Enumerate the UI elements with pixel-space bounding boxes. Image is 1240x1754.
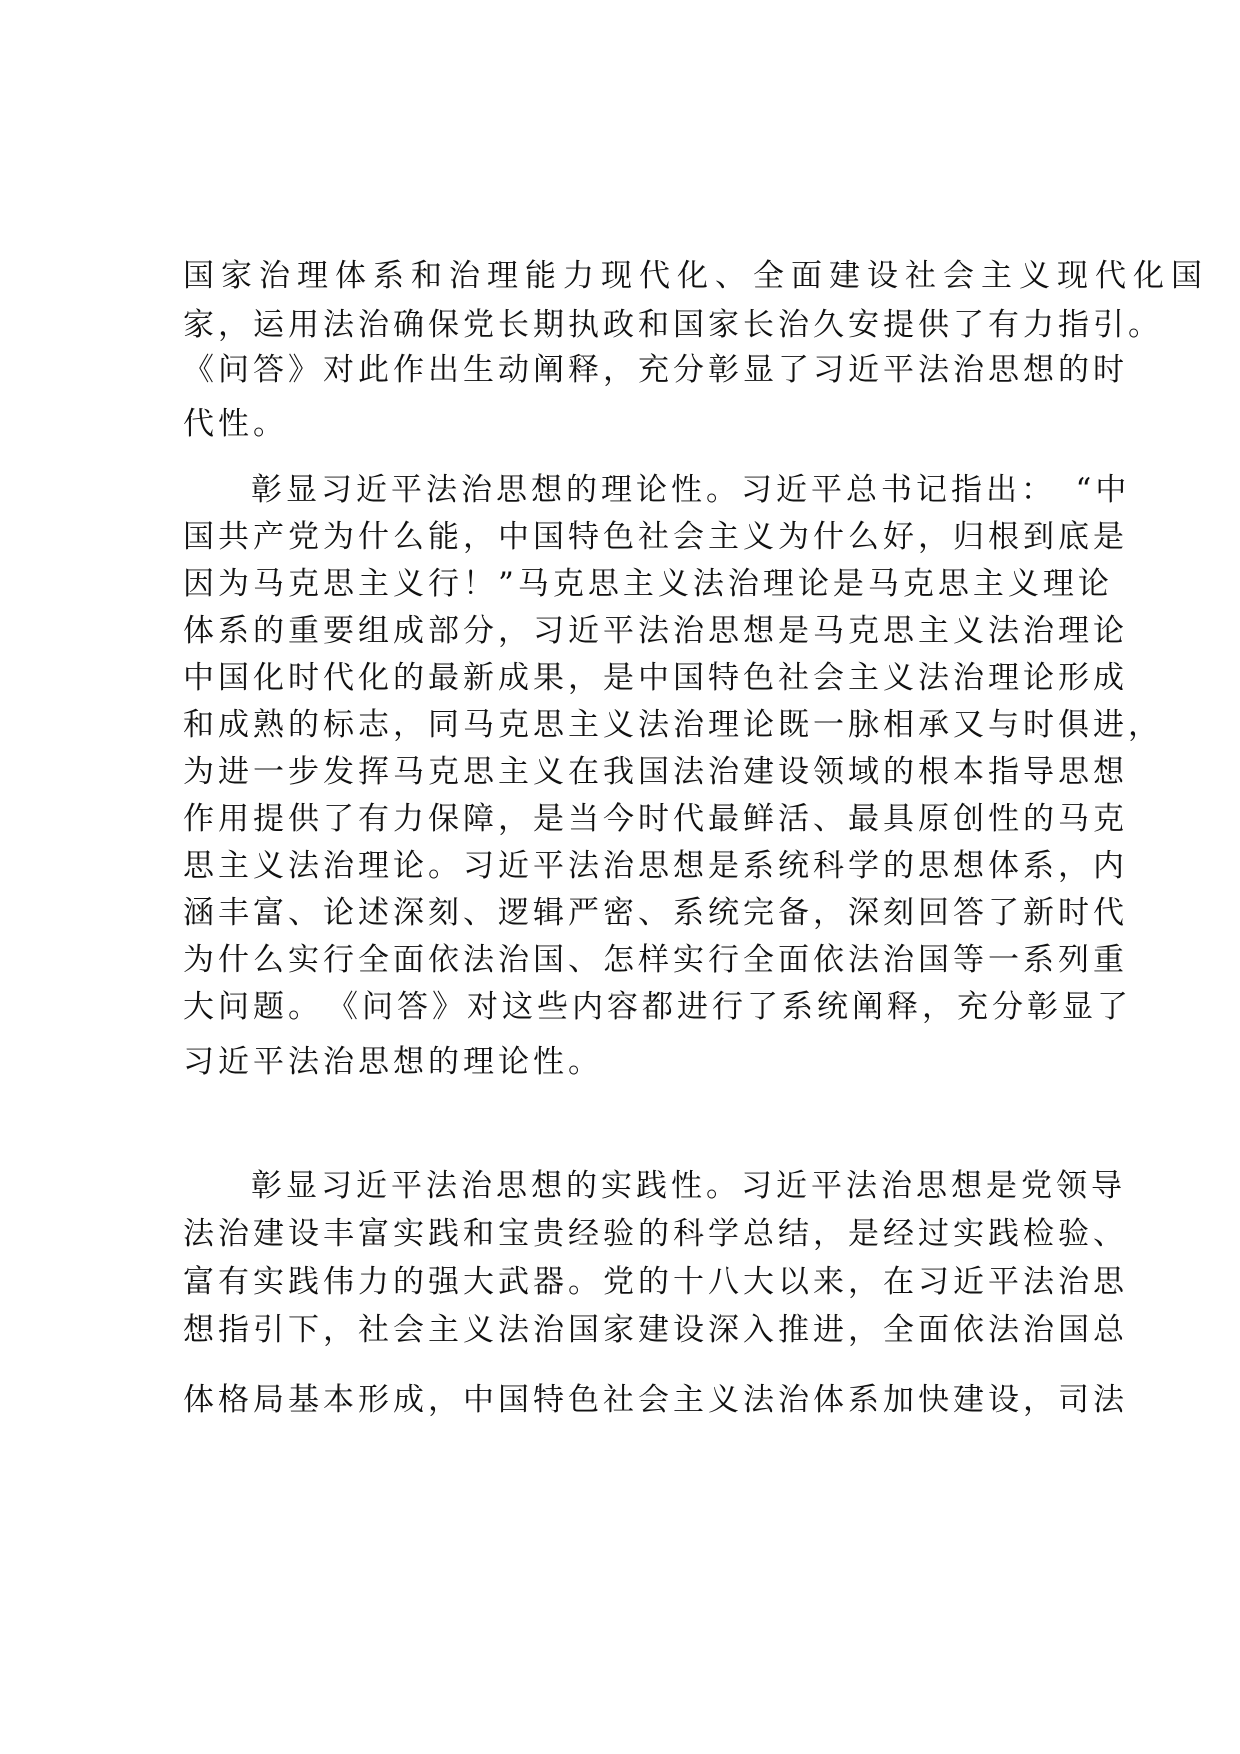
paragraph-2-line-13: 习近平法治思想的理论性。 (183, 1044, 603, 1080)
paragraph-2-line-8: 作用提供了有力保障，是当今时代最鲜活、最具原创性的马克 (183, 801, 1128, 837)
paragraph-2-line-7: 为进一步发挥马克思主义在我国法治建设领域的根本指导思想 (183, 754, 1128, 790)
paragraph-2-line-2: 国共产党为什么能，中国特色社会主义为什么好，归根到底是 (183, 519, 1128, 555)
paragraph-1-line-4: 代性。 (183, 406, 288, 442)
paragraph-3-line-4: 想指引下，社会主义法治国家建设深入推进，全面依法治国总 (183, 1312, 1128, 1348)
paragraph-3-line-5: 体格局基本形成，中国特色社会主义法治体系加快建设，司法 (183, 1382, 1128, 1418)
paragraph-1-line-3: 《问答》对此作出生动阐释，充分彰显了习近平法治思想的时 (183, 352, 1128, 388)
paragraph-2-line-9: 思主义法治理论。习近平法治思想是系统科学的思想体系，内 (183, 848, 1128, 884)
paragraph-2-line-6: 和成熟的标志，同马克思主义法治理论既一脉相承又与时俱进， (183, 707, 1163, 743)
paragraph-3-line-2: 法治建设丰富实践和宝贵经验的科学总结，是经过实践检验、 (183, 1216, 1128, 1252)
paragraph-1-line-1: 国家治理体系和治理能力现代化、全面建设社会主义现代化国 (183, 258, 1209, 294)
paragraph-2-line-3: 因为马克思主义行！”马克思主义法治理论是马克思主义理论 (183, 566, 1113, 602)
paragraph-1-line-2: 家，运用法治确保党长期执政和国家长治久安提供了有力指引。 (183, 307, 1163, 343)
paragraph-3-line-1: 彰显习近平法治思想的实践性。习近平法治思想是党领导 (251, 1168, 1126, 1204)
paragraph-2-line-4: 体系的重要组成部分，习近平法治思想是马克思主义法治理论 (183, 613, 1128, 649)
paragraph-2-line-11: 为什么实行全面依法治国、怎样实行全面依法治国等一系列重 (183, 942, 1128, 978)
paragraph-2-line-1: 彰显习近平法治思想的理论性。习近平总书记指出： “中 (251, 472, 1131, 508)
paragraph-2-line-12: 大问题。 《问答》对这些内容都进行了系统阐释，充分彰显了 (183, 989, 1132, 1025)
paragraph-3-line-3: 富有实践伟力的强大武器。党的十八大以来，在习近平法治思 (183, 1264, 1128, 1300)
paragraph-2-line-5: 中国化时代化的最新成果，是中国特色社会主义法治理论形成 (183, 660, 1128, 696)
paragraph-2-line-10: 涵丰富、论述深刻、逻辑严密、系统完备，深刻回答了新时代 (183, 895, 1128, 931)
